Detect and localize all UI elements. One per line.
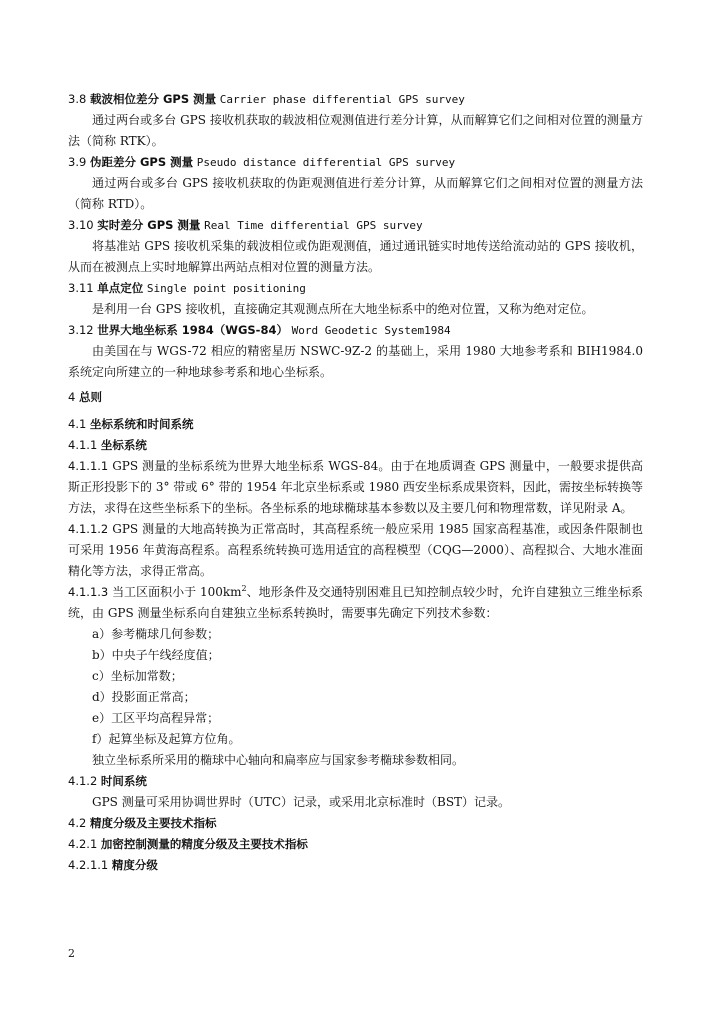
heading-4-2: 4.2 精度分级及主要技术指标 [68,816,217,830]
heading-3-10: 3.10 实时差分 GPS 测量 Real Time differential GPS survey [68,218,423,232]
page-number: 2 [68,947,75,960]
paragraph-4-1-1-1: 4.1.1.1 GPS 测量的坐标系统为世界大地坐标系 WGS-84。由于在地质调查 GPS 测量中，一般要求提供高斯正形投影下的 3° 带或 6° 带的 1954 年北京坐标系或 1980 西安坐标系成果资料，因此，需按坐标转换等方法，求得在这些坐标系下的坐标。各坐标系的地球椭球基本参数以及主要几何和物理常数，详见附录 A。 [68,459,643,515]
heading-4-2-1: 4.2.1 加密控制测量的精度分级及主要技术指标 [68,837,308,851]
list-item: d）投影面正常高； [92,690,196,704]
list-item: a）参考椭球几何参数； [92,627,220,641]
heading-4-1-1: 4.1.1 坐标系统 [68,438,147,452]
paragraph-4-1-1-2: 4.1.1.2 GPS 测量的大地高转换为正常高时，其高程系统一般应采用 1985 国家高程基准，或因条件限制也可采用 1956 年黄海高程系。高程系统转换可选用适宜的高程模型（CQG—2000）、高程拟合、大地水准面精化等方法，求得正常高。 [68,522,643,578]
paragraph-3-9: 通过两台或多台 GPS 接收机获取的伪距观测值进行差分计算，从而解算它们之间相对位置的测量方法（简称 RTD）。 [68,176,643,211]
heading-3-11: 3.11 单点定位 Single point positioning [68,281,306,295]
paragraph-3-8: 通过两台或多台 GPS 接收机获取的载波相位观测值进行差分计算，从而解算它们之间相对位置的测量方法（简称 RTK）。 [68,113,643,148]
heading-4-1: 4.1 坐标系统和时间系统 [68,417,194,431]
heading-3-12: 3.12 世界大地坐标系 1984（WGS-84） Word Geodetic System1984 [68,323,451,337]
heading-3-9: 3.9 伪距差分 GPS 测量 Pseudo distance differential GPS survey [68,155,456,169]
paragraph-4-1-2: GPS 测量可采用协调世界时（UTC）记录，或采用北京标准时（BST）记录。 [92,795,511,809]
page-content [68,89,643,876]
heading-4: 4 总则 [68,390,102,404]
list-item: f）起算坐标及起算方位角。 [92,732,241,746]
heading-4-2-1-1: 4.2.1.1 精度分级 [68,858,158,872]
list-item: e）工区平均高程异常； [92,711,220,725]
heading-4-1-2: 4.1.2 时间系统 [68,774,147,788]
paragraph-3-12: 由美国在与 WGS-72 相应的精密星历 NSWC-9Z-2 的基础上，采用 1980 大地参考系和 BIH1984.0 系统定向所建立的一种地球参考系和地心坐标系。 [68,344,643,379]
list-item: b）中央子午线经度值； [92,648,220,662]
heading-3-8: 3.8 载波相位差分 GPS 测量 Carrier phase differential GPS survey [68,92,465,106]
paragraph-3-11: 是利用一台 GPS 接收机，直接确定其观测点所在大地坐标系中的绝对位置，又称为绝对定位。 [92,302,594,316]
paragraph-note: 独立坐标系所采用的椭球中心轴向和扁率应与国家参考椭球参数相同。 [92,753,465,767]
list-item: c）坐标加常数； [92,669,183,683]
paragraph-4-1-1-3: 4.1.1.3 当工区面积小于 $100km^2$、地形条件及交通特别困难且已知控制点较少时，允许自建独立三维坐标系统，由 GPS 测量坐标系向自建独立坐标系转换时，需要事先确定下列技术参数： [68,584,643,620]
paragraph-3-10: 将基准站 GPS 接收机采集的载波相位或伪距观测值，通过通讯链实时地传送给流动站的 GPS 接收机，从而在被测点上实时地解算出两站点相对位置的测量方法。 [68,239,643,274]
